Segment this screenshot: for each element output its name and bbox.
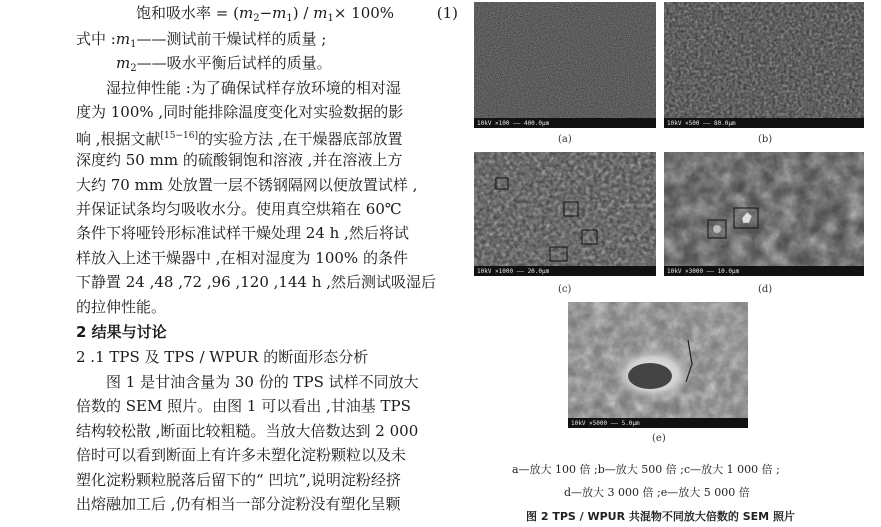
- figure-caption: 图 2 TPS / WPUR 共混物不同放大倍数的 SEM 照片: [526, 510, 795, 523]
- formula-m1-sub: 1: [286, 13, 293, 24]
- para2-line-4: 塑化淀粉颗粒脱落后留下的“ 凹坑”,说明淀粉经挤: [76, 471, 401, 489]
- figure-legend-line-2: d—放大 3 000 倍 ;e—放大 5 000 倍: [564, 486, 750, 499]
- panel-label-a: (a): [558, 134, 572, 145]
- para1-line-2: [76, 127, 403, 149]
- m2-symbol: m: [116, 54, 131, 72]
- sem-image-c: [474, 152, 656, 276]
- m1-symbol: m: [115, 30, 131, 48]
- m2-description: ——吸水平衡后试样的质量。: [136, 54, 332, 72]
- para1-line-2-end: 的实验方法 ,在干燥器底部放置: [198, 130, 403, 148]
- scale-bar-e: 10kV ×5000 —— 5.0μm: [571, 420, 640, 427]
- where-prefix: 式中 :: [76, 30, 116, 48]
- para1-line-6: 并保证试条均匀吸收水分。使用真空烘箱在 60℃: [76, 200, 402, 218]
- panel-label-e: (e): [652, 433, 666, 444]
- formula-m1: m: [272, 4, 287, 22]
- section-heading-2: 2 结果与讨论: [76, 323, 167, 341]
- sem-texture-c: [474, 152, 656, 276]
- para1-line-7: 条件下将哑铃形标准试样干燥处理 24 h ,然后将试: [76, 224, 409, 242]
- formula-minus: −: [259, 4, 273, 22]
- equation-number: (1): [436, 4, 458, 22]
- formula-m2: m: [238, 4, 254, 22]
- particle-d1: [713, 225, 721, 233]
- panel-label-b: (b): [758, 134, 773, 145]
- para2-line-5: 出熔融加工后 ,仍有相当一部分淀粉没有塑化呈颗: [76, 495, 401, 513]
- para2-line-3: 倍时可以看到断面上有许多未塑化淀粉颗粒以及未: [76, 446, 407, 464]
- figure-2-sem-images: [466, 0, 881, 527]
- formula-suffix: × 100%: [333, 4, 395, 22]
- formula-m1b-sub: 1: [327, 13, 334, 24]
- para2-line-0: 图 1 是甘油含量为 30 份的 TPS 试样不同放大: [106, 373, 419, 391]
- scale-bar-d: 10kV ×3000 —— 10.0μm: [667, 268, 740, 275]
- sem-texture-b: [664, 2, 864, 128]
- para1-line-4: 深度约 50 mm 的硫酸铜饱和溶液 ,并在溶液上方: [76, 151, 403, 169]
- m2-sub: 2: [130, 63, 137, 74]
- para2-line-1: 倍数的 SEM 照片。由图 1 可以看出 ,甘油基 TPS: [76, 397, 411, 415]
- para2-line-2: 结构较松散 ,断面比较粗糙。当放大倍数达到 2 000: [76, 422, 419, 440]
- sem-texture-d: [664, 152, 864, 276]
- panel-label-c: (c): [558, 284, 572, 295]
- scale-bar-c: 10kV ×1000 —— 20.0μm: [477, 268, 550, 275]
- formula-m1b: m: [313, 4, 328, 22]
- formula-m2-sub: 2: [253, 13, 260, 24]
- formula-saturated-water-absorption: [136, 4, 458, 28]
- para1-line-1: 度为 100% ,同时能排除温度变化对实验数据的影: [76, 103, 404, 121]
- panel-label-d: (d): [758, 284, 773, 295]
- citation-ref: [15−16]: [160, 131, 199, 141]
- scale-bar-b: 10kV ×500 —— 80.0μm: [667, 120, 736, 127]
- sem-image-e: [568, 302, 748, 428]
- sem-texture-e: [568, 302, 748, 428]
- m1-description: ——测试前干燥试样的质量 ;: [136, 30, 327, 48]
- sem-image-a: [474, 2, 656, 128]
- section-heading-2-1: 2 .1 TPS 及 TPS / WPUR 的断面形态分析: [76, 348, 369, 366]
- formula-mid: ) /: [292, 4, 314, 22]
- m1-sub: 1: [130, 39, 137, 50]
- para1-line-2-start: 响 ,根据文献: [76, 130, 161, 148]
- formula-prefix: 饱和吸水率 = (: [136, 4, 239, 22]
- para1-line-9: 下静置 24 ,48 ,72 ,96 ,120 ,144 h ,然后测试吸湿后: [76, 273, 437, 291]
- scale-bar-a: 10kV ×100 —— 400.0μm: [477, 120, 550, 127]
- para1-line-5: 大约 70 mm 处放置一层不锈钢隔网以便放置试样 ,: [76, 176, 418, 194]
- crater-pit-e: [628, 363, 672, 389]
- sem-image-b: [664, 2, 864, 128]
- sem-texture-a: [474, 2, 656, 128]
- para1-line-0: 湿拉伸性能 :为了确保试样存放环境的相对湿: [106, 79, 401, 97]
- where-line-m1: [76, 30, 326, 54]
- figure-legend-line-1: a—放大 100 倍 ;b—放大 500 倍 ;c—放大 1 000 倍 ;: [512, 463, 780, 476]
- para1-line-8: 样放入上述干燥器中 ,在相对湿度为 100% 的条件: [76, 249, 408, 267]
- where-line-m2: [116, 54, 332, 78]
- para1-line-10: 的拉伸性能。: [76, 298, 167, 316]
- sem-image-d: [664, 152, 864, 276]
